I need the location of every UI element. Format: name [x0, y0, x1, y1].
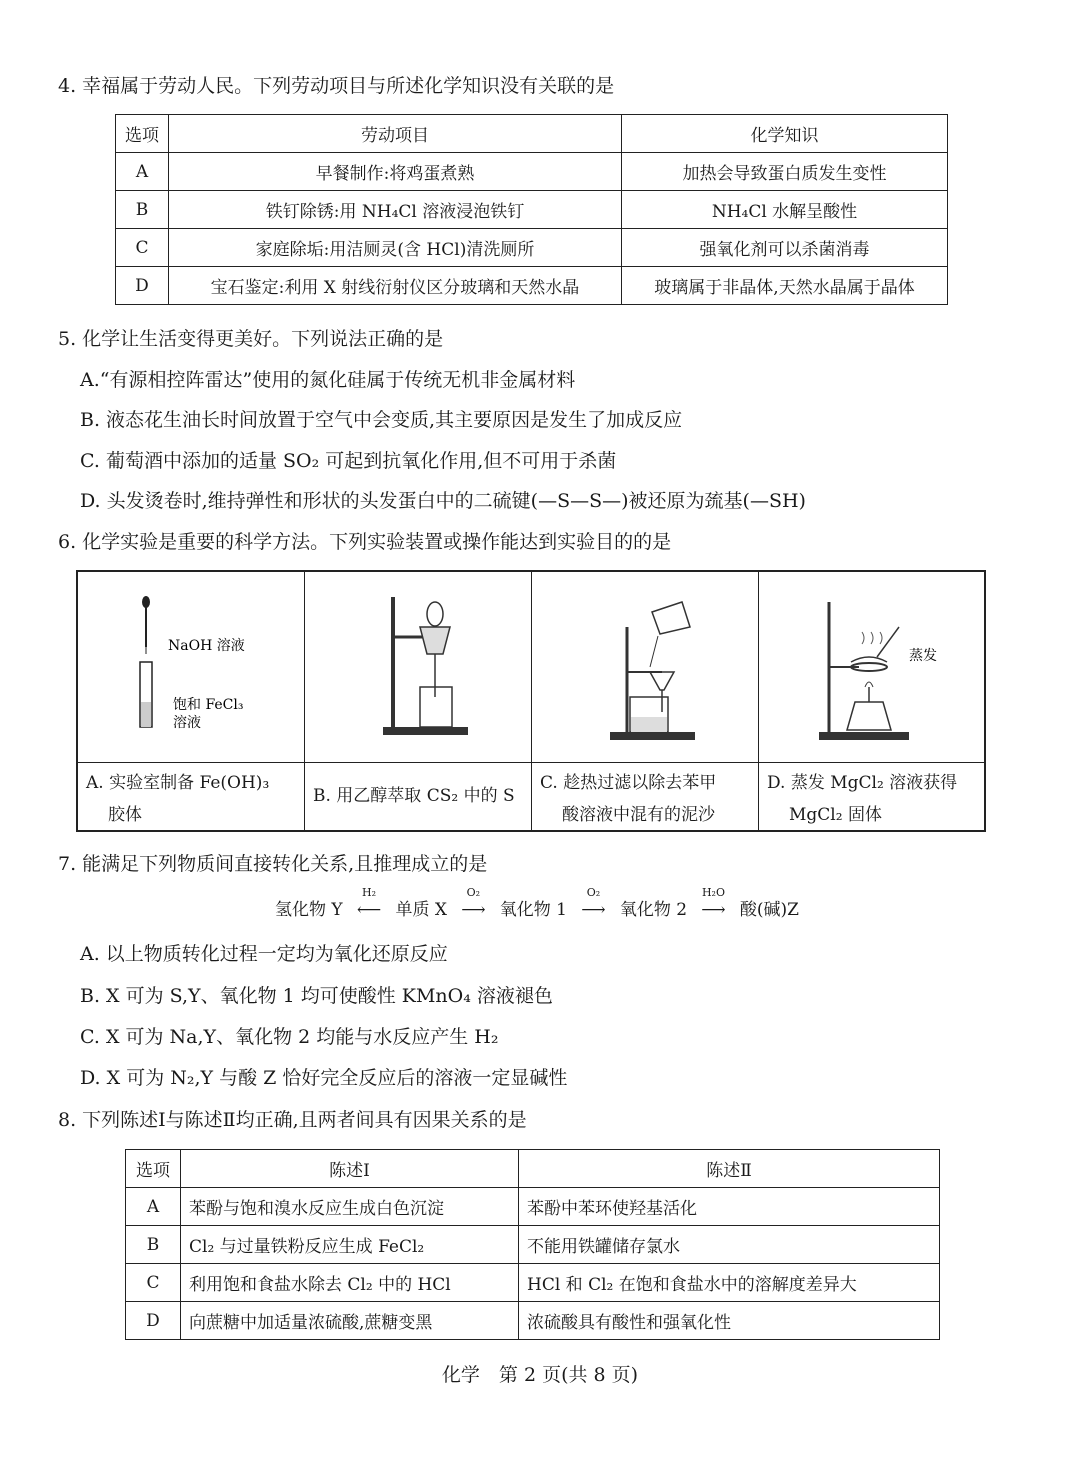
cell: Cl₂ 与过量铁粉反应生成 FeCl₂: [181, 1226, 519, 1264]
header-cell: 化学知识: [622, 115, 948, 153]
separatory-funnel-diagram: [305, 572, 531, 762]
arrow-right: O₂ ⟶: [572, 900, 614, 920]
cell: 浓硫酸具有酸性和强氧化性: [519, 1302, 940, 1340]
cell: 利用饱和食盐水除去 Cl₂ 中的 HCl: [181, 1264, 519, 1302]
header-cell: 陈述Ⅱ: [519, 1150, 940, 1188]
arrow-label: H₂: [362, 886, 377, 899]
q7-conversion-chain: [275, 886, 799, 920]
q6-caption-d: [759, 762, 986, 832]
caption-line: D. 蒸发 MgCl₂ 溶液获得: [767, 773, 958, 793]
cell: B: [116, 191, 169, 229]
caption-line: MgCl₂ 固体: [789, 805, 882, 825]
cell: HCl 和 Cl₂ 在饱和食盐水中的溶解度差异大: [519, 1264, 940, 1302]
q5-option-a: A.“有源相控阵雷达”使用的氮化硅属于传统无机非金属材料: [80, 369, 576, 391]
label-evaporate: 蒸发: [909, 648, 937, 664]
q8-stem: 8. 下列陈述Ⅰ与陈述Ⅱ均正确,且两者间具有因果关系的是: [58, 1109, 527, 1131]
q6-apparatus-grid: [76, 570, 986, 832]
q6-stem: 6. 化学实验是重要的科学方法。下列实验装置或操作能达到实验目的的是: [58, 531, 672, 553]
q6-cell-b: [305, 572, 532, 832]
q5-stem: 5. 化学让生活变得更美好。下列说法正确的是: [58, 328, 444, 350]
header-cell: 陈述Ⅰ: [181, 1150, 519, 1188]
q7-option-d: D. X 可为 N₂,Y 与酸 Z 恰好完全反应后的溶液一定显碱性: [80, 1067, 568, 1089]
cell: 早餐制作:将鸡蛋煮熟: [169, 153, 622, 191]
table-row: [126, 1264, 940, 1302]
q6-caption-a: [78, 762, 304, 832]
cell: A: [116, 153, 169, 191]
q5-option-c: C. 葡萄酒中添加的适量 SO₂ 可起到抗氧化作用,但不可用于杀菌: [80, 450, 617, 472]
page-footer: 化学 第 2 页(共 8 页): [441, 1364, 639, 1386]
q5-option-d: D. 头发烫卷时,维持弹性和形状的头发蛋白中的二硫键(—S—S—)被还原为巯基(—SH): [80, 490, 806, 512]
caption-line: C. 趁热过滤以除去苯甲: [540, 773, 717, 793]
caption-line: A. 实验室制备 Fe(OH)₃: [86, 773, 270, 793]
header-cell: 选项: [126, 1150, 181, 1188]
arrow-right: H₂O ⟶: [692, 900, 734, 920]
arrow-label: O₂: [466, 886, 481, 899]
table-header: [116, 115, 948, 153]
q4-stem: 4. 幸福属于劳动人民。下列劳动项目与所述化学知识没有关联的是: [58, 75, 615, 97]
q7-option-a: A. 以上物质转化过程一定均为氧化还原反应: [80, 943, 448, 965]
label-solution: 溶液: [173, 715, 201, 731]
table-row: [116, 153, 948, 191]
cell: 苯酚中苯环使羟基活化: [519, 1188, 940, 1226]
chain-oxide-2: 氧化物 2: [619, 900, 688, 920]
cell: 玻璃属于非晶体,天然水晶属于晶体: [622, 267, 948, 305]
q8-table: [125, 1149, 940, 1340]
table-row: [116, 191, 948, 229]
q6-cell-c: [532, 572, 759, 832]
q6-cell-d: [759, 572, 986, 832]
caption-line: B. 用乙醇萃取 CS₂ 中的 S: [313, 786, 515, 806]
q6-caption-c: [532, 762, 758, 832]
q5-option-b: B. 液态花生油长时间放置于空气中会变质,其主要原因是发生了加成反应: [80, 409, 683, 431]
chain-hydride-y: 氢化物 Y: [275, 900, 343, 920]
cell: D: [116, 267, 169, 305]
caption-line: 胶体: [108, 805, 142, 825]
cell: 强氧化剂可以杀菌消毒: [622, 229, 948, 267]
cell: 加热会导致蛋白质发生变性: [622, 153, 948, 191]
caption-line: 酸溶液中混有的泥沙: [562, 805, 715, 825]
cell: 铁钉除锈:用 NH₄Cl 溶液浸泡铁钉: [169, 191, 622, 229]
table-row: [126, 1226, 940, 1264]
label-naoh: NaOH 溶液: [168, 638, 245, 654]
label-fecl3: 饱和 FeCl₃: [173, 697, 244, 713]
table-row: [126, 1302, 940, 1340]
cell: 苯酚与饱和溴水反应生成白色沉淀: [181, 1188, 519, 1226]
arrow-left: H₂ ⟵: [348, 900, 390, 920]
chain-element-x: 单质 X: [395, 900, 447, 920]
table-row: [116, 229, 948, 267]
cell: B: [126, 1226, 181, 1264]
cell: 宝石鉴定:利用 X 射线衍射仪区分玻璃和天然水晶: [169, 267, 622, 305]
arrow-right: O₂ ⟶: [452, 900, 494, 920]
q7-stem: 7. 能满足下列物质间直接转化关系,且推理成立的是: [58, 853, 488, 875]
table-header: [126, 1150, 940, 1188]
cell: C: [126, 1264, 181, 1302]
cell: 向蔗糖中加适量浓硫酸,蔗糖变黑: [181, 1302, 519, 1340]
table-row: [116, 267, 948, 305]
cell: D: [126, 1302, 181, 1340]
header-cell: 劳动项目: [169, 115, 622, 153]
cell: A: [126, 1188, 181, 1226]
q4-table: [115, 114, 948, 305]
chain-acid-base-z: 酸(碱)Z: [739, 900, 799, 920]
table-row: [126, 1188, 940, 1226]
cell: C: [116, 229, 169, 267]
chain-oxide-1: 氧化物 1: [499, 900, 568, 920]
header-cell: 选项: [116, 115, 169, 153]
evaporation-diagram: [759, 572, 985, 762]
filtration-diagram: [532, 572, 758, 762]
q7-option-b: B. X 可为 S,Y、氧化物 1 均可使酸性 KMnO₄ 溶液褪色: [80, 985, 553, 1007]
cell: NH₄Cl 水解呈酸性: [622, 191, 948, 229]
q7-option-c: C. X 可为 Na,Y、氧化物 2 均能与水反应产生 H₂: [80, 1026, 499, 1048]
arrow-label: O₂: [586, 886, 601, 899]
q6-cell-a: [78, 572, 305, 832]
cell: 家庭除垢:用洁厕灵(含 HCl)清洗厕所: [169, 229, 622, 267]
arrow-label: H₂O: [701, 886, 725, 899]
cell: 不能用铁罐储存氯水: [519, 1226, 940, 1264]
q6-caption-b: [305, 762, 531, 832]
dropper-test-tube-diagram: [78, 572, 304, 762]
